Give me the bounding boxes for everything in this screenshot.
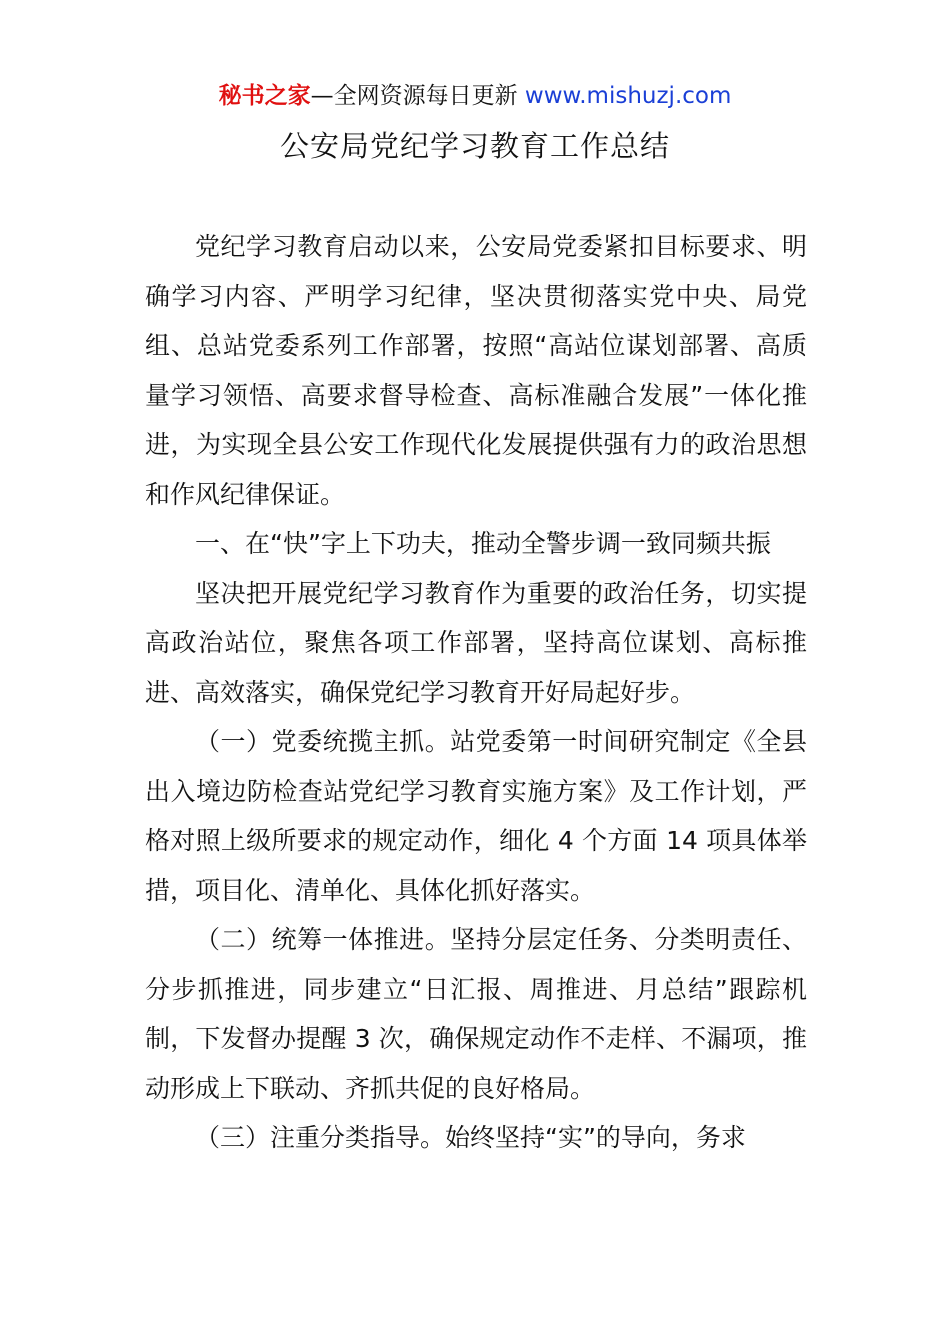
document-title: 公安局党纪学习教育工作总结 bbox=[279, 129, 670, 163]
paragraph-item-3: （三）注重分类指导。始终坚持“实”的导向，务求 bbox=[195, 1123, 746, 1152]
site-url-link[interactable]: www.mishuzj.com bbox=[524, 83, 732, 109]
paragraph-intro: 党纪学习教育启动以来，公安局党委紧扣目标要求、明确学习内容、严明学习纪律，坚决贯彻落实党中央、局党组、总站党委系列工作部署，按照“高站位谋划部署、高质量学习领悟、高要求督导检查、高标准融合发展”一体化推进，为实现全县公安工作现代化发展提供强有力的政治思想和作风纪律保证。 bbox=[145, 232, 807, 509]
site-header bbox=[0, 80, 950, 112]
header-tagline: —全网资源每日更新 bbox=[310, 83, 525, 109]
paragraph-item-1: （一）党委统揽主抓。站党委第一时间研究制定《全县出入境边防检查站党纪学习教育实施方案》及工作计划，严格对照上级所要求的规定动作，细化 4 个方面 14 项具体举措，项目化、清单化、具体化抓好落实。 bbox=[145, 727, 807, 905]
section-heading-1: 一、在“快”字上下功夫，推动全警步调一致同频共振 bbox=[195, 529, 771, 558]
paragraph-section-1: 坚决把开展党纪学习教育作为重要的政治任务，切实提高政治站位，聚焦各项工作部署，坚持高位谋划、高标推进、高效落实，确保党纪学习教育开好局起好步。 bbox=[145, 578, 807, 707]
paragraph-item-2: （二）统筹一体推进。坚持分层定任务、分类明责任、分步抓推进，同步建立“日汇报、周推进、月总结”跟踪机制，下发督办提醒 3 次，确保规定动作不走样、不漏项，推动形成上下联动、齐抓共促的良好格局。 bbox=[145, 925, 807, 1103]
document-body bbox=[145, 222, 807, 1163]
brand-name: 秘书之家 bbox=[218, 83, 311, 109]
